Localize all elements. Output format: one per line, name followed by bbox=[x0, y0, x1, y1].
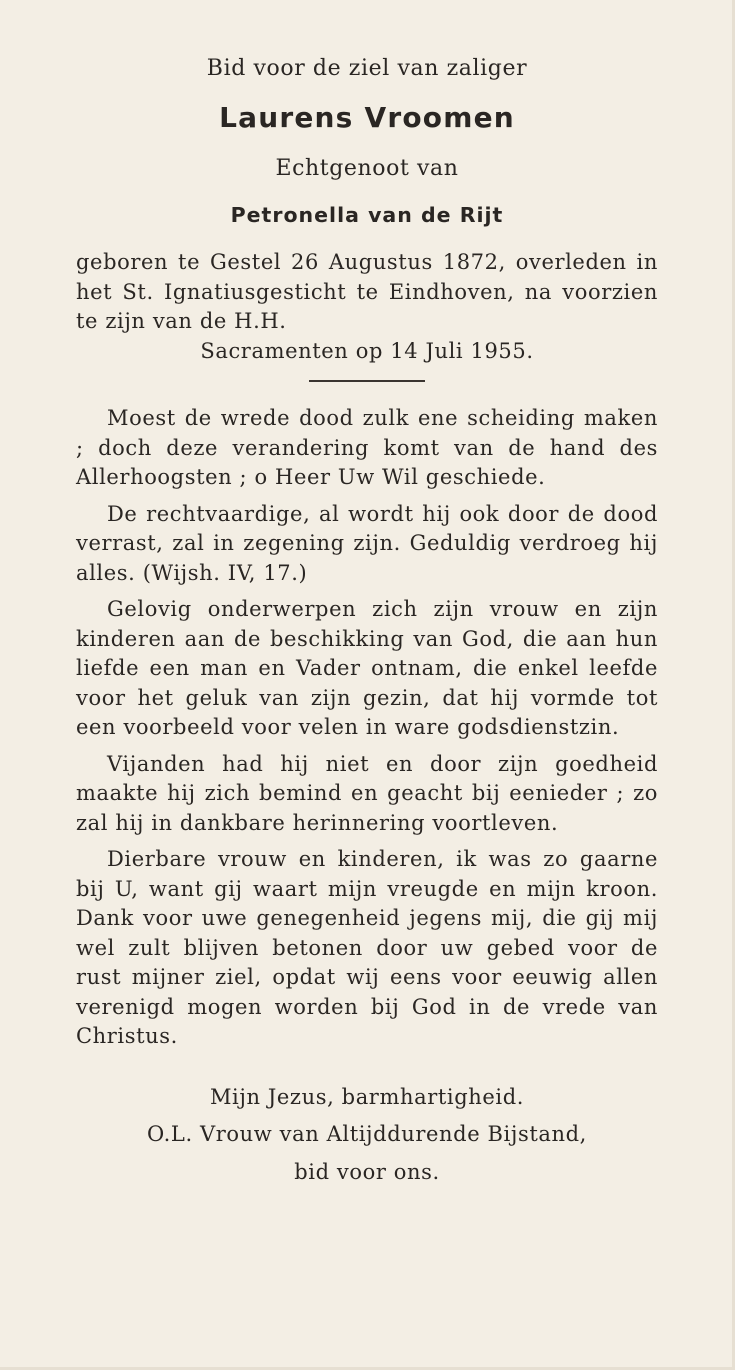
biography bbox=[76, 248, 658, 366]
intro-text: Bid voor de ziel van zaliger bbox=[206, 56, 528, 81]
prayer-line: Mijn Jezus, barmhartigheid. bbox=[209, 1084, 525, 1109]
paragraph: Dierbare vrouw en kinderen, ik was zo gaarne bij U, want gij waart mijn vreugde en mijn kroon. Dank voor uwe genegenheid jegens mij, die gij mij wel zult blijven betonen door uw gebed voor de rust mijner ziel, opdat wij eens voor eeuwig allen verenigd mogen worden bij God in de vrede van Christus. bbox=[76, 847, 658, 1048]
relation-text: Echtgenoot van bbox=[275, 156, 459, 181]
prayer-line: O.L. Vrouw van Altijddurende Bijstand, bbox=[147, 1122, 587, 1146]
biography-text: geboren te Gestel 26 Augustus 1872, overleden in het St. Ignatiusgesticht te Eindhoven, na voorzien te zijn van de H.H. bbox=[76, 250, 658, 333]
divider-line bbox=[309, 380, 425, 382]
paragraph: Moest de wrede dood zulk ene scheiding maken ; doch deze verandering komt van de hand des Allerhoogsten ; o Heer Uw Wil geschiede. bbox=[76, 406, 658, 489]
deceased-name: Laurens Vroomen bbox=[219, 100, 515, 134]
prayer-line: bid voor ons. bbox=[294, 1159, 440, 1184]
biography-last-line: Sacramenten op 14 Juli 1955. bbox=[200, 338, 534, 363]
paragraph: De rechtvaardige, al wordt hij ook door de dood verrast, zal in zegening zijn. Geduldig verdroeg hij alles. (Wijsh. IV, 17.) bbox=[76, 501, 658, 585]
card-content bbox=[76, 46, 658, 1187]
spouse-name: Petronella van de Rijt bbox=[230, 202, 504, 227]
paragraph: Vijanden had hij niet en door zijn goedheid maakte hij zich bemind en geacht bij eenieder ; zo zal hij in dankbare herinnering voortleven. bbox=[76, 751, 658, 835]
paragraph: Gelovig onderwerpen zich zijn vrouw en zijn kinderen aan de beschikking van God, die aan hun liefde een man en Vader ontnam, die enkel leefde voor het geluk van zijn gezin, dat hij vormde tot een voorbeeld voor velen in ware godsdienstzin. bbox=[76, 597, 658, 739]
closing-prayer bbox=[76, 1083, 658, 1188]
